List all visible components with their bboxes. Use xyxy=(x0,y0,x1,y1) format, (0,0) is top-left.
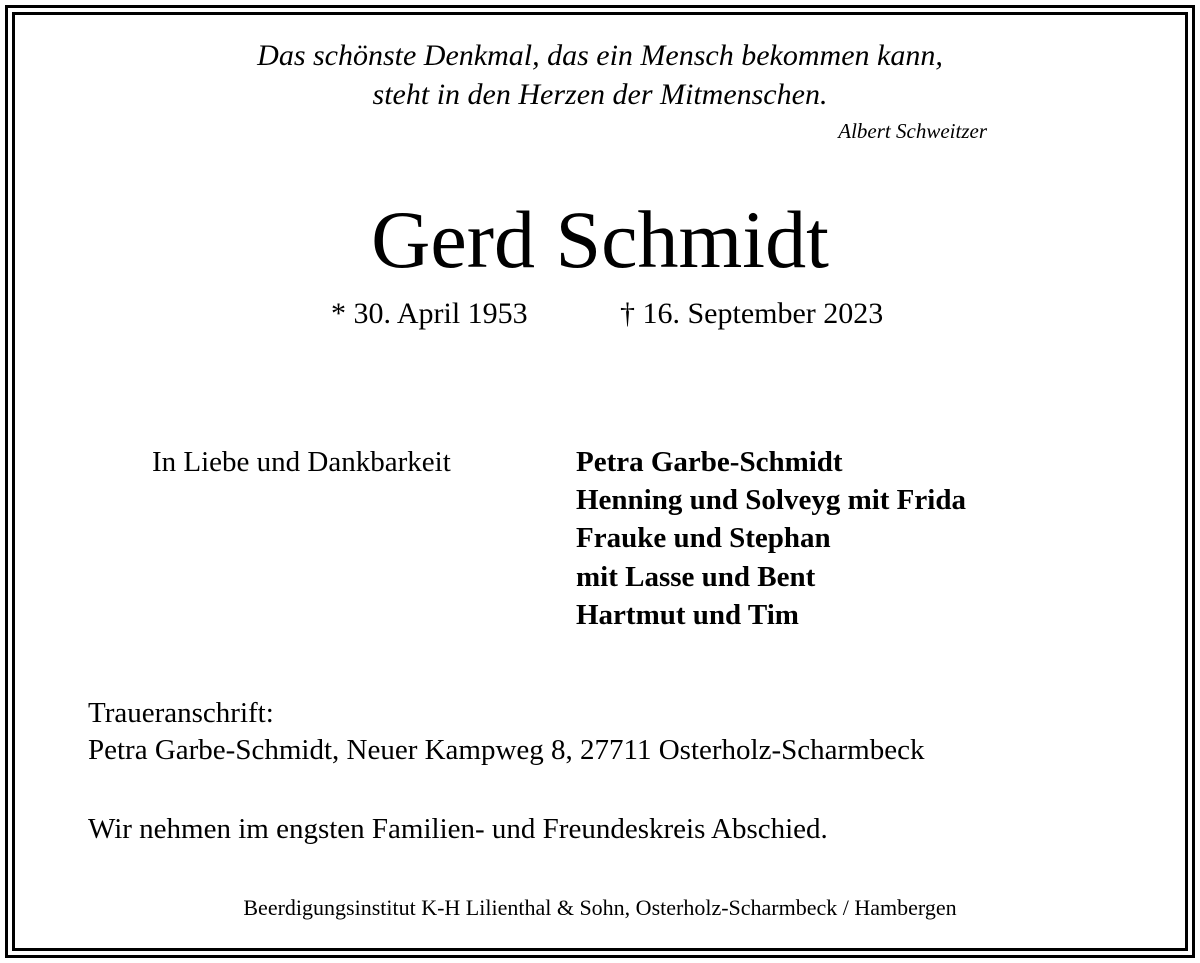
undertaker-text: Beerdigungsinstitut K-H Lilienthal & Sohn, Osterholz-Scharmbeck / Hambergen xyxy=(243,895,957,920)
mourner-item: Frauke und Stephan xyxy=(576,522,831,555)
deceased-name: Gerd Schmidt xyxy=(371,194,829,285)
mourner-item: Henning und Solveyg mit Frida xyxy=(576,484,966,517)
mourners-list xyxy=(576,443,966,634)
birth-date: * 30. April 1953 xyxy=(331,297,528,330)
mourner-item: Hartmut und Tim xyxy=(576,598,799,631)
address-label: Traueranschrift: xyxy=(88,697,274,729)
quote-line-1: Das schönste Denkmal, das ein Mensch bekommen kann, xyxy=(257,39,943,72)
address-text: Petra Garbe-Schmidt, Neuer Kampweg 8, 27711 Osterholz-Scharmbeck xyxy=(88,734,925,766)
farewell-text: Wir nehmen im engsten Familien- und Freundeskreis Abschied. xyxy=(88,813,828,845)
death-date: † 16. September 2023 xyxy=(620,297,884,330)
quote-author: Albert Schweitzer xyxy=(838,119,987,143)
mourner-item: mit Lasse und Bent xyxy=(576,560,816,593)
mourner-item: Petra Garbe-Schmidt xyxy=(576,446,843,478)
quote-line-2: steht in den Herzen der Mitmenschen. xyxy=(372,78,828,111)
gratitude-text: In Liebe und Dankbarkeit xyxy=(152,446,451,478)
